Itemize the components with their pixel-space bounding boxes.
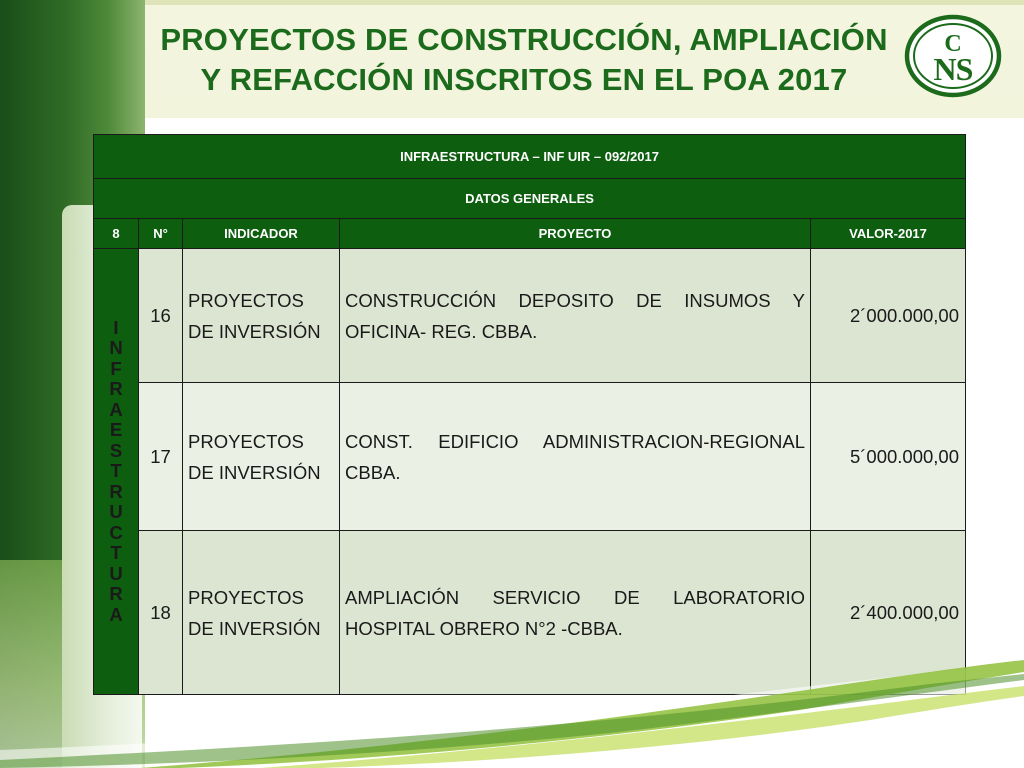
svg-text:NS: NS [933, 51, 973, 87]
table-row [94, 383, 966, 531]
row-indicador: PROYECTOS DE INVERSIÓN [183, 383, 340, 531]
row-number: 17 [139, 383, 183, 531]
row-number: 18 [139, 531, 183, 695]
row-proyecto: AMPLIACIÓN SERVICIO DE LABORATORIO HOSPITAL OBRERO N°2 -CBBA. [340, 531, 811, 695]
slide-title [148, 20, 900, 100]
table-header: INFRAESTRUCTURA – INF UIR – 092/2017 [94, 135, 966, 179]
header-strip [145, 0, 1024, 5]
title-line-2: Y REFACCIÓN INSCRITOS EN EL POA 2017 [200, 62, 848, 97]
infraestructura-vertical-label: I N F R A E S T R U C T U R A [94, 249, 139, 695]
column-header: INDICADOR [183, 219, 340, 249]
row-valor: 2´400.000,00 [811, 531, 966, 695]
title-line-1: PROYECTOS DE CONSTRUCCIÓN, AMPLIACIÓN [160, 22, 888, 57]
row-valor: 2´000.000,00 [811, 249, 966, 383]
row-indicador: PROYECTOS DE INVERSIÓN [183, 531, 340, 695]
table-subheader: DATOS GENERALES [94, 179, 966, 219]
projects-table [93, 134, 966, 695]
cns-logo-icon [904, 14, 1002, 98]
table-row [94, 249, 966, 383]
column-header: PROYECTO [340, 219, 811, 249]
row-number: 16 [139, 249, 183, 383]
row-proyecto: CONST. EDIFICIO ADMINISTRACION-REGIONAL CBBA. [340, 383, 811, 531]
svg-text:C: C [944, 31, 962, 57]
row-indicador: PROYECTOS DE INVERSIÓN [183, 249, 340, 383]
table-row [94, 531, 966, 695]
column-header: N° [139, 219, 183, 249]
column-header: VALOR-2017 [811, 219, 966, 249]
row-valor: 5´000.000,00 [811, 383, 966, 531]
row-proyecto: CONSTRUCCIÓN DEPOSITO DE INSUMOS Y OFICINA- REG. CBBA. [340, 249, 811, 383]
column-header: 8 [94, 219, 139, 249]
